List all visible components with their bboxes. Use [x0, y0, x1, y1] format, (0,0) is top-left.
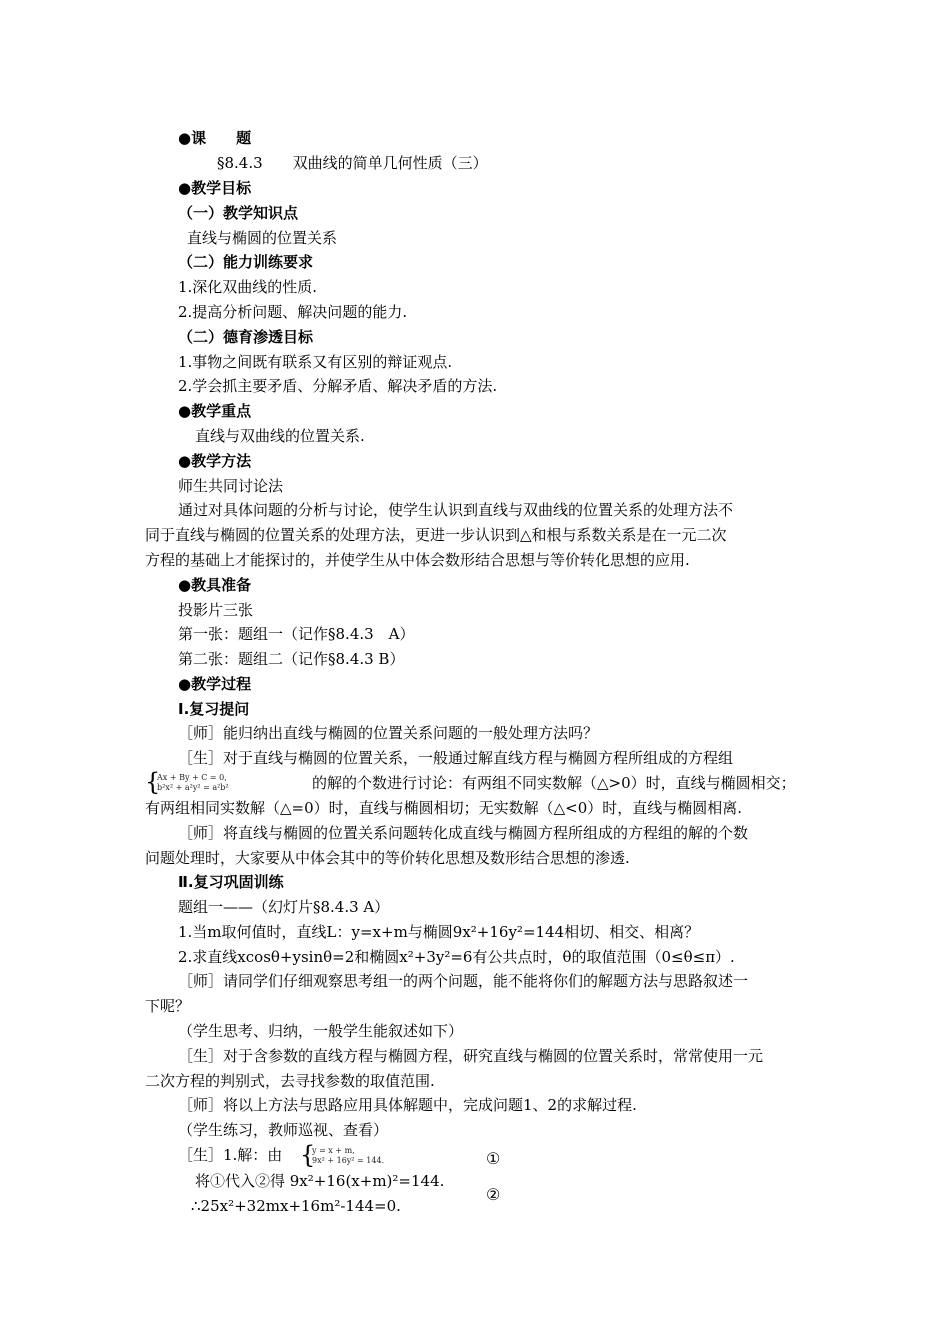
section-heading-key-points: ●教学重点 — [178, 402, 252, 420]
paragraph: 有两组相同实数解（△=0）时，直线与椭圆相切；无实数解（△<0）时，直线与椭圆相离. — [145, 799, 743, 817]
paragraph: 二次方程的判别式，去寻找参数的取值范围. — [145, 1072, 435, 1090]
equation-line: 9x² + 16y² = 144. — [312, 1156, 385, 1165]
paragraph: （学生练习，教师巡视、查看） — [178, 1121, 389, 1139]
paragraph: 2.学会抓主要矛盾、分解矛盾、解决矛盾的方法. — [178, 377, 498, 395]
paragraph: 方程的基础上才能探讨的，并使学生从中体会数形结合思想与等价转化思想的应用. — [145, 551, 690, 569]
paragraph: 直线与椭圆的位置关系 — [187, 229, 338, 247]
solution-step: 将①代入②得 9x²+16(x+m)²=144. — [195, 1172, 445, 1190]
subheading-knowledge: （一）教学知识点 — [178, 204, 299, 222]
equation-marker: ② — [486, 1185, 501, 1204]
equation-line: y = x + m, — [312, 1146, 355, 1155]
subheading-moral: （二）德育渗透目标 — [178, 328, 314, 346]
paragraph: 2.提高分析问题、解决问题的能力. — [178, 303, 408, 321]
paragraph: ［生］对于直线与椭圆的位置关系，一般通过解直线方程与椭圆方程所组成的方程组 — [178, 749, 734, 767]
paragraph: （学生思考、归纳，一般学生能叙述如下） — [178, 1022, 464, 1040]
equation-line: b²x² + a²y² = a²b² — [157, 783, 229, 792]
paragraph: ［师］将以上方法与思路应用具体解题中，完成问题1、2的求解过程. — [178, 1096, 637, 1114]
equation-line: Ax + By + C = 0, — [157, 773, 227, 782]
subheading-practice: Ⅱ.复习巩固训练 — [178, 873, 284, 891]
paragraph: 投影片三张 — [178, 601, 254, 619]
paragraph: ［师］将直线与椭圆的位置关系问题转化成直线与椭圆方程所组成的方程组的解的个数 — [178, 824, 749, 842]
solution-step: ∴25x²+32mx+16m²-144=0. — [191, 1197, 401, 1215]
section-heading-topic: ●课 题 — [178, 129, 252, 147]
paragraph: 1.事物之间既有联系又有区别的辩证观点. — [178, 353, 453, 371]
subheading-ability: （二）能力训练要求 — [178, 253, 314, 271]
paragraph: 的解的个数进行讨论：有两组不同实数解（△>0）时，直线与椭圆相交； — [312, 774, 796, 792]
brace-symbol: { — [300, 1141, 316, 1169]
paragraph: ［师］请同学们仔细观察思考组一的两个问题，能不能将你们的解题方法与思路叙述一 — [178, 972, 749, 990]
paragraph: 下呢？ — [145, 997, 191, 1015]
section-heading-method: ●教学方法 — [178, 452, 252, 470]
paragraph: 1.深化双曲线的性质. — [178, 278, 318, 296]
problem-2: 2.求直线xcosθ+ysinθ=2和椭圆x²+3y²=6有公共点时，θ的取值范围（0≤θ≤π）. — [178, 948, 735, 966]
section-heading-tools: ●教具准备 — [178, 576, 252, 594]
solution-intro: ［生］1.解：由 — [178, 1146, 283, 1164]
problem-1: 1.当m取何值时，直线L：y=x+m与椭圆9x²+16y²=144相切、相交、相离？ — [178, 923, 700, 941]
section-heading-objectives: ●教学目标 — [178, 179, 252, 197]
paragraph: 同于直线与椭圆的位置关系的处理方法，更进一步认识到△和根与系数关系是在一元二次 — [145, 526, 727, 544]
section-heading-process: ●教学过程 — [178, 675, 252, 693]
paragraph: 题组一——（幻灯片§8.4.3 A） — [178, 898, 390, 916]
equation-marker: ① — [486, 1149, 501, 1168]
paragraph: 通过对具体问题的分析与讨论，使学生认识到直线与双曲线的位置关系的处理方法不 — [178, 501, 734, 519]
subheading-review: Ⅰ.复习提问 — [178, 700, 250, 718]
paragraph: ［生］对于含参数的直线方程与椭圆方程，研究直线与椭圆的位置关系时，常常使用一元 — [178, 1047, 764, 1065]
paragraph: 第一张：题组一（记作§8.4.3 A） — [178, 625, 415, 643]
paragraph: ［师］能归纳出直线与椭圆的位置关系问题的一般处理方法吗？ — [178, 724, 599, 742]
paragraph: 师生共同讨论法 — [178, 477, 284, 495]
brace-symbol: { — [145, 768, 161, 796]
paragraph: 直线与双曲线的位置关系. — [195, 427, 365, 445]
paragraph: 问题处理时，大家要从中体会其中的等价转化思想及数形结合思想的渗透. — [145, 849, 630, 867]
paragraph: 第二张：题组二（记作§8.4.3 B） — [178, 650, 405, 668]
lesson-title: §8.4.3 双曲线的简单几何性质（三） — [217, 154, 488, 172]
